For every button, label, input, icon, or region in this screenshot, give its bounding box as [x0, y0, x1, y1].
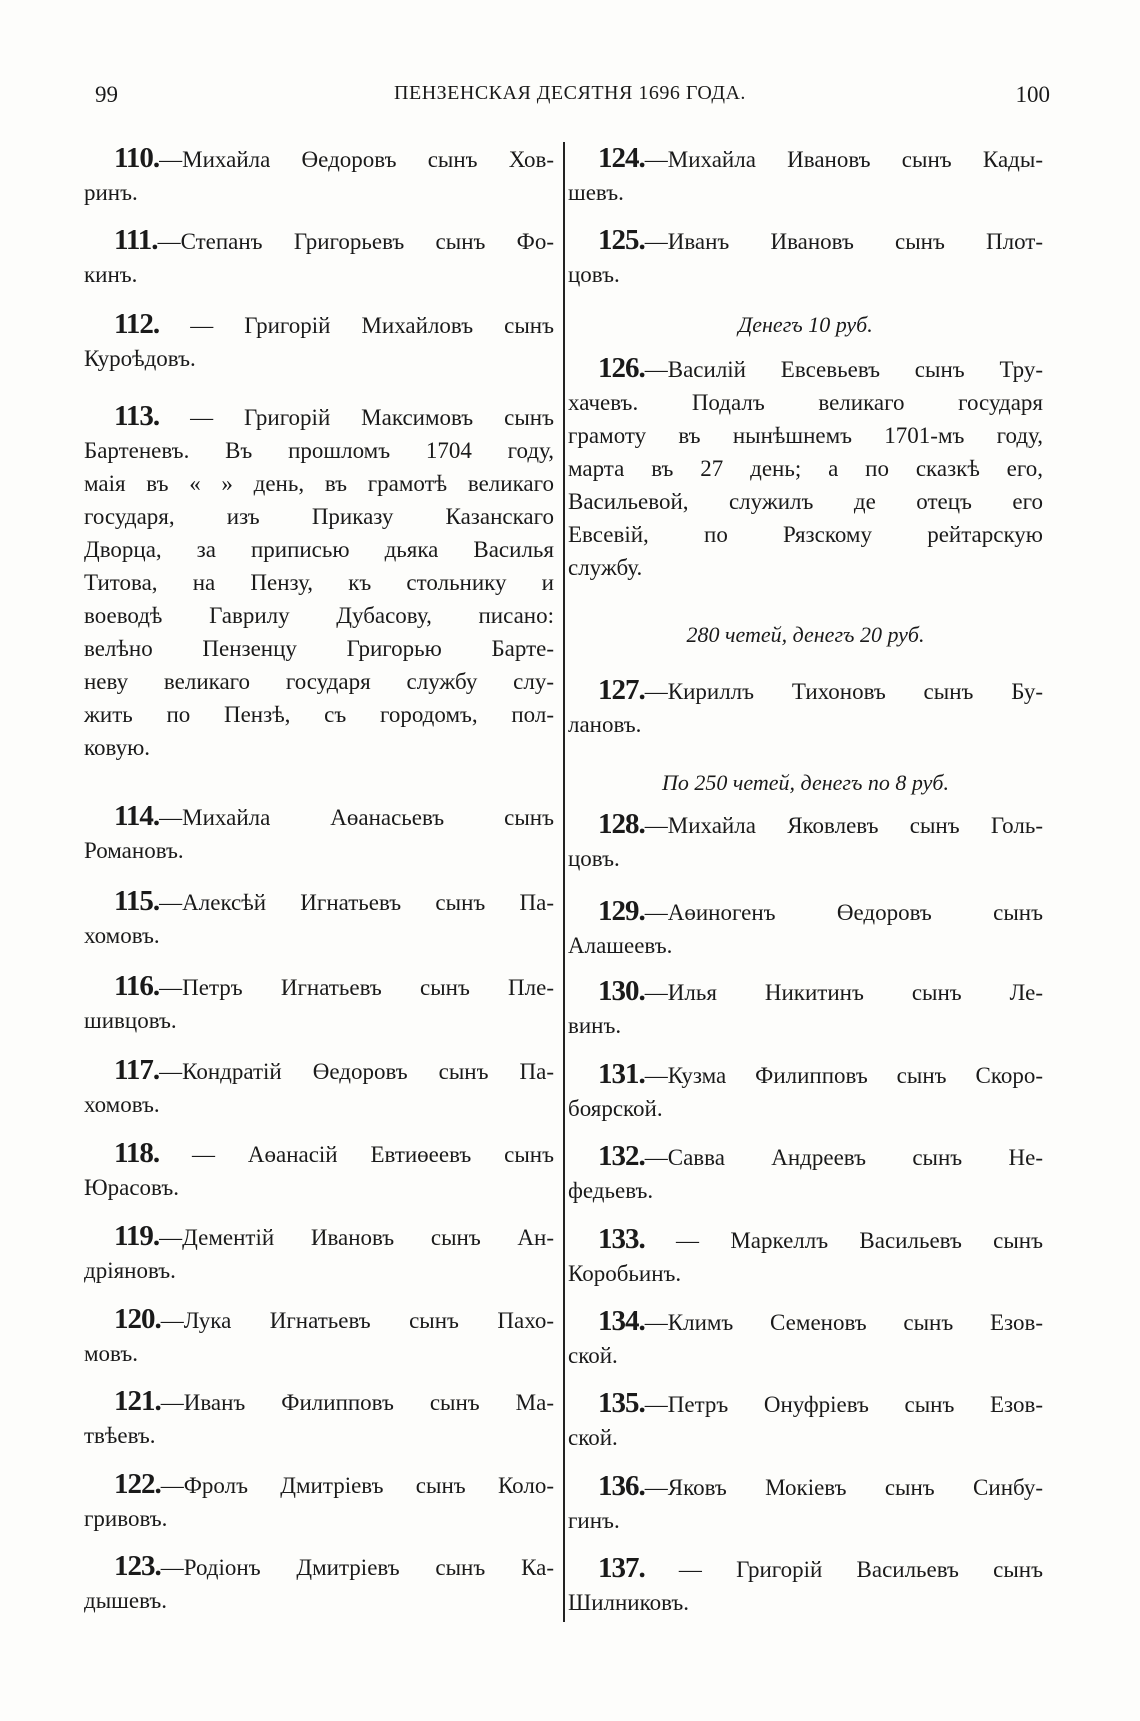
entry-number: 125. — [598, 224, 645, 256]
entry-line — [568, 1504, 1043, 1537]
entry-number: 127. — [598, 674, 645, 706]
entry-text: мовъ. — [84, 1341, 138, 1366]
entry-line — [84, 1254, 554, 1287]
entry-number: 128. — [598, 808, 645, 840]
entry-text: Коробьинъ. — [568, 1261, 682, 1286]
entry-line — [84, 731, 554, 764]
entry-line — [568, 674, 1043, 708]
entry-line — [568, 224, 1043, 258]
entry-line — [84, 1054, 554, 1088]
entry-line — [568, 1552, 1043, 1586]
entry-number: 117. — [114, 1054, 160, 1086]
entry-line — [568, 1387, 1043, 1421]
entry-text: хомовъ. — [84, 923, 160, 948]
entry-line — [568, 1223, 1043, 1257]
entry-text: —Савва Андреевъ сынъ Не- — [644, 1145, 1043, 1170]
entry-text: —Аөиногенъ Өедоровъ сынъ — [644, 900, 1043, 925]
entry-line — [568, 142, 1043, 176]
entry-text: —Дементій Ивановъ сынъ Ан- — [159, 1225, 554, 1250]
entry-133 — [568, 1223, 1043, 1290]
entry-line — [568, 808, 1043, 842]
entry-line — [84, 308, 554, 342]
entry-text: кинъ. — [84, 262, 138, 287]
entry-line — [568, 895, 1043, 929]
entry-text: марта въ 27 день; а по сказкѣ его, — [568, 456, 1043, 481]
entry-110 — [84, 142, 554, 209]
entry-line — [568, 1305, 1043, 1339]
entry-line — [84, 1337, 554, 1370]
entry-number: 134. — [598, 1305, 645, 1337]
entry-line — [568, 1586, 1043, 1619]
entry-line — [84, 885, 554, 919]
entry-line — [84, 1468, 554, 1502]
entry-line — [84, 176, 554, 209]
subheading: 280 четей, денегъ 20 руб. — [686, 622, 925, 647]
entry-line — [84, 1419, 554, 1452]
entry-line — [84, 1303, 554, 1337]
entry-122 — [84, 1468, 554, 1535]
entry-text: —Родіонъ Дмитріевъ сынъ Ка- — [160, 1555, 554, 1580]
entry-number: 132. — [598, 1140, 645, 1172]
entry-line — [568, 929, 1043, 962]
entry-136 — [568, 1470, 1043, 1537]
entry-text: —Петръ Онуфріевъ сынъ Езов- — [644, 1392, 1043, 1417]
entry-text: цовъ. — [568, 262, 620, 287]
entry-number: 116. — [114, 970, 160, 1002]
column-divider — [563, 142, 565, 1622]
entry-number: 110. — [114, 142, 160, 174]
entry-text: ковую. — [84, 735, 151, 760]
entry-line — [568, 1092, 1043, 1125]
entry-124 — [568, 142, 1043, 209]
entry-line — [84, 1550, 554, 1584]
entry-text: государя, изъ Приказу Казанскаго — [84, 504, 554, 529]
entry-line — [568, 258, 1043, 291]
entry-text: —Иванъ Ивановъ сынъ Плот- — [644, 229, 1043, 254]
entry-text: гинъ. — [568, 1508, 620, 1533]
entry-text: —Кондратій Өедоровъ сынъ Па- — [159, 1059, 554, 1084]
entry-134 — [568, 1305, 1043, 1372]
entry-129 — [568, 895, 1043, 962]
entry-125 — [568, 224, 1043, 291]
entry-line — [568, 352, 1043, 386]
entry-text: —Кириллъ Тихоновъ сынъ Бу- — [644, 679, 1043, 704]
entry-text: хачевъ. Подалъ великаго государя — [568, 390, 1043, 415]
entry-line — [568, 386, 1043, 419]
entry-118 — [84, 1137, 554, 1204]
entry-number: 129. — [598, 895, 645, 927]
entry-line — [84, 698, 554, 731]
entry-line — [568, 1257, 1043, 1290]
entry-number: 124. — [598, 142, 645, 174]
entry-text: гривовъ. — [84, 1506, 168, 1531]
entry-text: Юрасовъ. — [84, 1175, 179, 1200]
entry-line — [84, 970, 554, 1004]
entry-text: винъ. — [568, 1013, 622, 1038]
entry-text: жить по Пензѣ, съ городомъ, пол- — [84, 702, 554, 727]
running-title: ПЕНЗЕНСКАЯ ДЕСЯТНЯ 1696 ГОДА. — [394, 82, 746, 104]
entry-text: —Михайла Яковлевъ сынъ Голь- — [644, 813, 1043, 838]
entry-line — [84, 1088, 554, 1121]
entry-text: Бартеневъ. Въ прошломъ 1704 году, — [84, 438, 554, 463]
entry-line — [568, 419, 1043, 452]
entry-text: —Лука Игнатьевъ сынъ Пахо- — [160, 1308, 554, 1333]
entry-114 — [84, 800, 554, 867]
entry-number: 126. — [598, 352, 645, 384]
entry-text: —Михайла Өедоровъ сынъ Хов- — [159, 147, 554, 172]
entry-line — [84, 224, 554, 258]
entry-line — [84, 1220, 554, 1254]
entry-text: воеводѣ Гаврилу Дубасову, писано: — [84, 603, 554, 628]
subheading: Денегъ 10 руб. — [738, 312, 873, 337]
entry-120 — [84, 1303, 554, 1370]
entry-text: Титова, на Пензу, къ стольнику и — [84, 570, 554, 595]
entry-line — [84, 467, 554, 500]
entry-line — [84, 1584, 554, 1617]
page-number-right: 100 — [1015, 82, 1050, 107]
entry-115 — [84, 885, 554, 952]
entry-119 — [84, 1220, 554, 1287]
entry-number: 131. — [598, 1058, 645, 1090]
entry-text: — Григорій Васильевъ сынъ — [644, 1557, 1043, 1582]
entry-number: 118. — [114, 1137, 160, 1169]
entry-text: —Михайла Аөанасьевъ сынъ — [159, 805, 554, 830]
subheading: По 250 четей, денегъ по 8 руб. — [662, 770, 949, 795]
entry-line — [84, 400, 554, 434]
entry-number: 111. — [114, 224, 158, 256]
entry-line — [568, 1140, 1043, 1174]
entry-line — [84, 1502, 554, 1535]
entry-text: —Михайла Ивановъ сынъ Кады- — [644, 147, 1043, 172]
entry-line — [84, 1004, 554, 1037]
entry-text: федьевъ. — [568, 1178, 654, 1203]
entry-line — [84, 665, 554, 698]
entry-line — [568, 551, 1043, 584]
entry-text: —Илья Никитинъ сынъ Ле- — [644, 980, 1043, 1005]
entry-line — [568, 518, 1043, 551]
entry-text: —Петръ Игнатьевъ сынъ Пле- — [159, 975, 554, 1000]
entry-113 — [84, 400, 554, 764]
entry-number: 122. — [114, 1468, 161, 1500]
entry-number: 119. — [114, 1220, 160, 1252]
entry-number: 133. — [598, 1223, 645, 1255]
entry-130 — [568, 975, 1043, 1042]
page-number-left: 99 — [95, 82, 118, 107]
entry-text: —Иванъ Филипповъ сынъ Ма- — [160, 1390, 554, 1415]
entry-121 — [84, 1385, 554, 1452]
entry-text: Дворца, за приписью дьяка Василья — [84, 537, 554, 562]
entry-line — [84, 599, 554, 632]
entry-text: — Маркеллъ Васильевъ сынъ — [644, 1228, 1043, 1253]
entry-number: 113. — [114, 400, 160, 432]
entry-line — [568, 1421, 1043, 1454]
entry-text: шевъ. — [568, 180, 624, 205]
entry-line — [568, 1174, 1043, 1207]
entry-text: — Григорій Михайловъ сынъ — [159, 313, 554, 338]
entry-line — [84, 566, 554, 599]
entry-135 — [568, 1387, 1043, 1454]
entry-line — [84, 1171, 554, 1204]
entry-text: — Григорій Максимовъ сынъ — [159, 405, 554, 430]
entry-line — [84, 342, 554, 375]
entry-line — [568, 452, 1043, 485]
entry-text: —Степанъ Григорьевъ сынъ Фо- — [157, 229, 554, 254]
entry-line — [84, 142, 554, 176]
entry-line — [84, 500, 554, 533]
entry-line — [84, 1137, 554, 1171]
entry-text: неву великаго государя службу слу- — [84, 669, 554, 694]
entry-line — [568, 1058, 1043, 1092]
entry-text: боярской. — [568, 1096, 663, 1121]
entry-text: ринъ. — [84, 180, 138, 205]
entry-text: дріяновъ. — [84, 1258, 176, 1283]
entry-line — [84, 800, 554, 834]
entry-line — [568, 975, 1043, 1009]
entry-number: 123. — [114, 1550, 161, 1582]
entry-text: цовъ. — [568, 846, 620, 871]
entry-text: —Климъ Семеновъ сынъ Езов- — [644, 1310, 1043, 1335]
entry-text: велѣно Пензенцу Григорью Барте- — [84, 636, 554, 661]
entry-text: —Яковъ Мокіевъ сынъ Синбу- — [644, 1475, 1043, 1500]
entry-text: ской. — [568, 1425, 618, 1450]
entry-text: —Василій Евсевьевъ сынъ Тру- — [644, 357, 1043, 382]
entry-text: шивцовъ. — [84, 1008, 177, 1033]
entry-text: Васильевой, служилъ де отецъ его — [568, 489, 1043, 514]
entry-text: Алашеевъ. — [568, 933, 673, 958]
entry-line — [568, 1009, 1043, 1042]
entry-text: —Алексѣй Игнатьевъ сынъ Па- — [159, 890, 554, 915]
entry-116 — [84, 970, 554, 1037]
entry-text: дышевъ. — [84, 1588, 168, 1613]
entry-line — [84, 434, 554, 467]
entry-text: ской. — [568, 1343, 618, 1368]
entry-line — [568, 1470, 1043, 1504]
entry-text: лановъ. — [568, 712, 642, 737]
entry-number: 114. — [114, 800, 160, 832]
entry-text: Романовъ. — [84, 838, 184, 863]
entry-126 — [568, 352, 1043, 584]
entry-128 — [568, 808, 1043, 875]
entry-123 — [84, 1550, 554, 1617]
entry-number: 115. — [114, 885, 160, 917]
entry-text: Куроѣдовъ. — [84, 346, 196, 371]
entry-117 — [84, 1054, 554, 1121]
entry-line — [568, 176, 1043, 209]
entry-132 — [568, 1140, 1043, 1207]
entry-137 — [568, 1552, 1043, 1619]
entry-text: грамоту въ нынѣшнемъ 1701-мъ году, — [568, 423, 1043, 448]
entry-text: —Кузма Филипповъ сынъ Скоро- — [644, 1063, 1043, 1088]
entry-text: Шилниковъ. — [568, 1590, 690, 1615]
entry-line — [84, 258, 554, 291]
entry-number: 120. — [114, 1303, 161, 1335]
entry-112 — [84, 308, 554, 375]
entry-number: 130. — [598, 975, 645, 1007]
entry-131 — [568, 1058, 1043, 1125]
entry-line — [84, 1385, 554, 1419]
entry-line — [84, 919, 554, 952]
entry-text: —Фролъ Дмитріевъ сынъ Коло- — [160, 1473, 554, 1498]
entry-number: 136. — [598, 1470, 645, 1502]
entry-text: службу. — [568, 555, 643, 580]
entry-line — [568, 485, 1043, 518]
entry-line — [84, 834, 554, 867]
entry-number: 135. — [598, 1387, 645, 1419]
entry-text: — Аөанасій Евтиөеевъ сынъ — [159, 1142, 554, 1167]
entry-line — [84, 533, 554, 566]
entry-line — [84, 632, 554, 665]
entry-127 — [568, 674, 1043, 741]
entry-number: 137. — [598, 1552, 645, 1584]
entry-number: 112. — [114, 308, 160, 340]
entry-text: твѣевъ. — [84, 1423, 156, 1448]
entry-text: Евсевій, по Рязскому рейтарскую — [568, 522, 1043, 547]
entry-text: маія въ « » день, въ грамотѣ великаго — [84, 471, 554, 496]
entry-line — [568, 1339, 1043, 1372]
entry-text: хомовъ. — [84, 1092, 160, 1117]
entry-line — [568, 842, 1043, 875]
entry-number: 121. — [114, 1385, 161, 1417]
entry-line — [568, 708, 1043, 741]
entry-111 — [84, 224, 554, 291]
